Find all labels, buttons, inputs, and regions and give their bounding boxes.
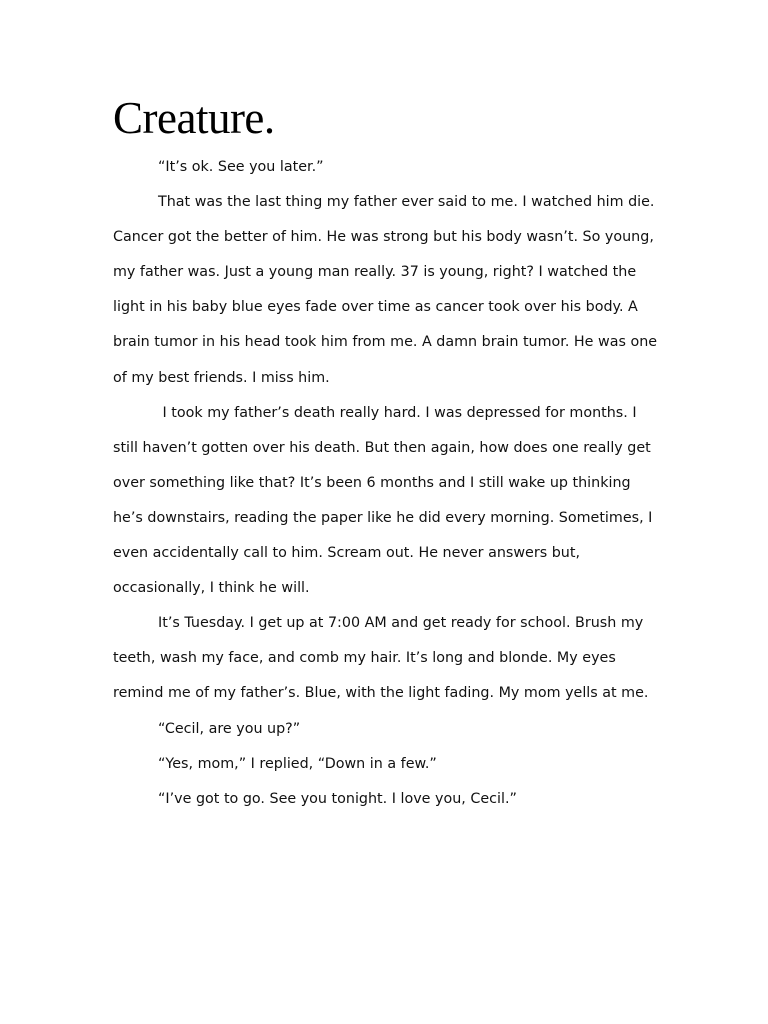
document-body	[113, 150, 663, 817]
paragraph-7: “I’ve got to go. See you tonight. I love you, Cecil.”	[158, 790, 517, 807]
paragraph-2: That was the last thing my father ever said to me. I watched him die. Cancer got the better of him. He was strong but his body wasn’t. So young, my father was. Just a young man really. 37 is young, right? I watched the light in his baby blue eyes fade over time as cancer took over his body. A brain tumor in his head took him from me. A damn brain tumor. He was one of my best friends. I miss him.	[113, 194, 662, 386]
paragraph-4: It’s Tuesday. I get up at 7:00 AM and get ready for school. Brush my teeth, wash my face, and comb my hair. It’s long and blonde. My eyes remind me of my father’s. Blue, with the light fading. My mom yells at me.	[113, 615, 649, 702]
document-title: Creature.	[113, 93, 275, 143]
paragraph-3: I took my father’s death really hard. I was depressed for months. I still haven’t gotten over his death. But then again, how does one really get over something like that? It’s been 6 months and I still wake up thinking he’s downstairs, reading the paper like he did every morning. Sometimes, I even accidentally call to him. Scream out. He never answers but, occasionally, I think he will.	[113, 404, 657, 597]
paragraph-6: “Yes, mom,” I replied, “Down in a few.”	[158, 755, 437, 772]
paragraph-1: “It’s ok. See you later.”	[158, 159, 324, 175]
paragraph-5: “Cecil, are you up?”	[158, 720, 301, 737]
